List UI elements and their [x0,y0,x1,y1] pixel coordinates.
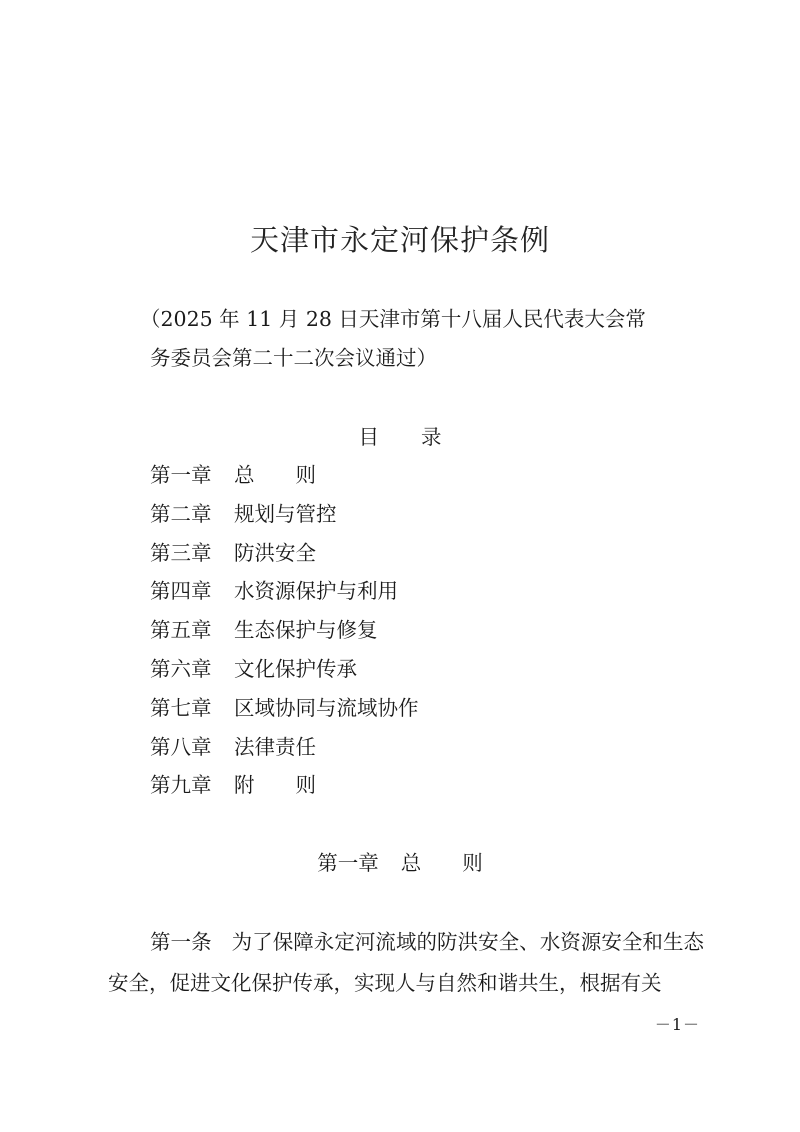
toc-item-5 [150,611,419,650]
toc-chapter-number: 第一章 [150,463,212,487]
page-number: －1－ [654,1015,700,1034]
toc-item-8 [150,728,419,767]
subtitle-line-2: 务委员会第二十二次会议通过） [150,346,437,370]
toc-item-2 [150,495,419,534]
article-paragraph [108,922,704,1004]
toc-chapter-title: 文化保护传承 [234,656,357,681]
toc-item-4 [150,572,419,611]
toc-item-6 [150,650,419,689]
toc-chapter-number: 第三章 [150,540,212,565]
chapter-heading [0,846,800,876]
toc-chapter-title: 防洪安全 [234,540,316,565]
toc-chapter-number: 第八章 [150,734,212,759]
chapter-heading-title: 总 则 [400,851,483,875]
toc-chapter-number: 第四章 [150,579,212,604]
subtitle-line-1: （2025 年 11 月 28 日天津市第十八届人民代表大会常 [140,307,646,331]
toc-item-7 [150,689,419,728]
article-text: 为了保障永定河流域的防洪安全、水资源安全和生态安全，促进文化保护传承，实现人与自然和谐共生，根据有关 [108,930,705,995]
toc-item-1 [150,456,419,495]
toc-item-3 [150,534,419,573]
toc-heading-left: 目 [358,425,379,449]
toc-chapter-number: 第七章 [150,695,212,720]
document-title: 天津市永定河保护条例 [249,223,550,257]
toc-chapter-title: 法律责任 [234,734,316,759]
toc-chapter-number: 第五章 [150,618,212,643]
toc-heading-right: 录 [421,425,442,449]
toc-chapter-number: 第二章 [150,501,212,526]
toc-chapter-title: 规划与管控 [234,501,337,526]
toc-chapter-title: 区域协同与流域协作 [234,695,419,720]
article-number: 第一条 [150,930,212,954]
chapter-heading-number: 第一章 [317,851,379,875]
toc-item-9 [150,766,419,805]
toc-chapter-title: 水资源保护与利用 [234,579,398,604]
document-subtitle [140,300,670,378]
toc-chapter-number: 第九章 [150,773,212,798]
toc-heading [0,420,800,450]
toc-chapter-number: 第六章 [150,656,212,681]
table-of-contents [150,456,419,805]
toc-chapter-title: 总 则 [234,463,316,487]
toc-chapter-title: 生态保护与修复 [234,618,378,643]
toc-chapter-title: 附 则 [234,773,316,798]
